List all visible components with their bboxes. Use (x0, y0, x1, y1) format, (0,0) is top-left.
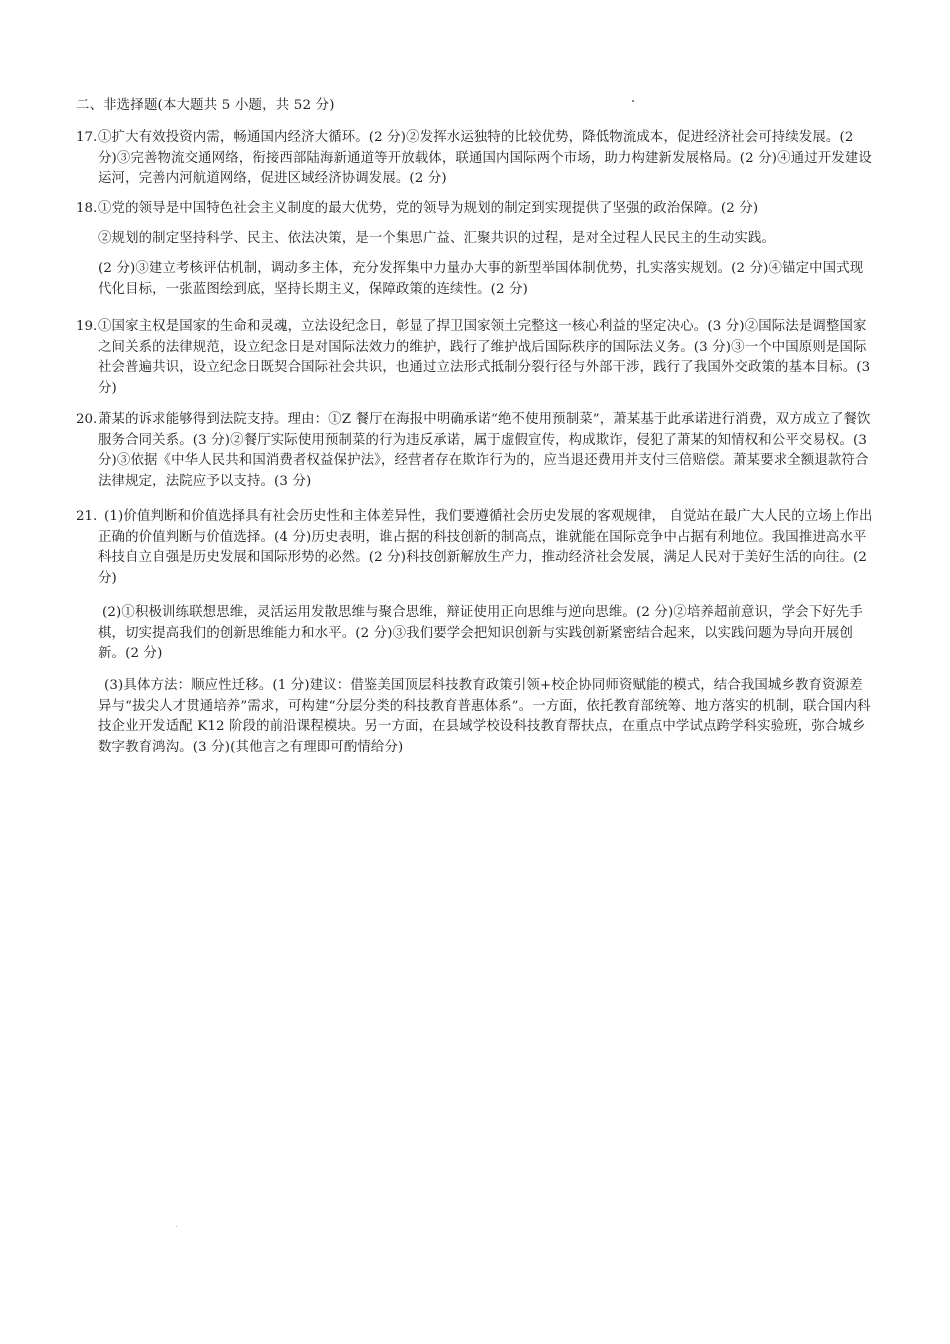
answer-21-number: 21. (76, 509, 98, 524)
answer-20 (76, 410, 876, 492)
answer-18-number: 18. (76, 201, 98, 216)
answer-21-part1: (1)价值判断和价值选择具有社会历史性和主体差异性，我们要遵循社会历史发展的客观规律， 自觉站在最广大人民的立场上作出正确的价值判断与价值选择。(4 分)历史表明，谁占据的科技创新的制高点，谁就能在国际竞争中占据有利地位。我国推进高水平科技自立自强是历史发展和国际形势的必然。(2 分)科技创新解放生产力，推动经济社会发展，满足人民对于美好生活的向往。(2 分) (98, 509, 873, 586)
answer-17-text: ①扩大有效投资内需，畅通国内经济大循环。(2 分)②发挥水运独特的比较优势，降低物流成本，促进经济社会可持续发展。(2 分)③完善物流交通网络，衔接西部陆海新通道等开放载体，联通国内国际两个市场，助力构建新发展格局。(2 分)④通过开发建设运河，完善内河航道网络，促进区域经济协调发展。(2 分) (98, 130, 872, 187)
answer-21-part2: (2)①积极训练联想思维，灵活运用发散思维与聚合思维，辩证使用正向思维与逆向思维。(2 分)②培养超前意识，学会下好先手棋，切实提高我们的创新思维能力和水平。(2 分)③我们要学会把知识创新与实践创新紧密结合起来，以实践问题为导向开展创新。(2 分) (98, 605, 863, 662)
answer-20-text: 萧某的诉求能够得到法院支持。理由：①Z 餐厅在海报中明确承诺“绝不使用预制菜”，萧某基于此承诺进行消费，双方成立了餐饮服务合同关系。(3 分)②餐厅实际使用预制菜的行为违反承诺，属于虚假宣传，构成欺诈，侵犯了萧某的知情权和公平交易权。(3 分)③依据《中华人民共和国消费者权益保护法》，经营者存在欺诈行为的，应当退还费用并支付三倍赔偿。萧某要求全额退款符合法律规定，法院应予以支持。(3 分) (98, 412, 871, 489)
answer-19 (76, 317, 876, 399)
scan-mark-bottom (176, 1226, 177, 1227)
answer-19-text: ①国家主权是国家的生命和灵魂，立法设纪念日，彰显了捍卫国家领土完整这一核心利益的坚定决心。(3 分)②国际法是调整国家之间关系的法律规范，设立纪念日是对国际法效力的维护，践行了维护战后国际秩序的国际法义务。(3 分)③一个中国原则是国际社会普遍共识，设立纪念日既契合国际社会共识，也通过立法形式抵制分裂行径与外部干涉，践行了我国外交政策的基本目标。(3 分) (98, 319, 871, 396)
answer-17 (76, 128, 876, 190)
answer-18-line1: ①党的领导是中国特色社会主义制度的最大优势，党的领导为规划的制定到实现提供了坚强的政治保障。(2 分) (98, 201, 759, 216)
section-title: 二、非选择题(本大题共 5 小题，共 52 分) (76, 98, 335, 113)
answer-18 (76, 199, 876, 220)
answer-18-line2: ②规划的制定坚持科学、民主、依法决策，是一个集思广益、汇聚共识的过程，是对全过程人民民主的生动实践。 (98, 231, 776, 246)
answer-21 (76, 507, 876, 589)
answer-21-part3: (3)具体方法：顺应性迁移。(1 分)建议：借鉴美国顶层科技教育政策引领+校企协同师资赋能的模式，结合我国城乡教育资源差异与“拔尖人才贯通培养”需求，可构建“分层分类的科技教育普惠体系”。一方面，依托教育部统筹、地方落实的机制，联合国内科技企业开发适配 K12 阶段的前沿课程模块。另一方面，在县域学校设科技教育帮扶点，在重点中学试点跨学科实验班，弥合城乡数字教育鸿沟。(3 分)(其他言之有理即可酌情给分) (98, 678, 871, 755)
answer-19-number: 19. (76, 319, 98, 334)
scan-mark (632, 100, 634, 102)
answer-17-number: 17. (76, 130, 98, 145)
answer-18-line3: (2 分)③建立考核评估机制，调动多主体，充分发挥集中力量办大事的新型举国体制优势，扎实落实规划。(2 分)④锚定中国式现代化目标，一张蓝图绘到底，坚持长期主义，保障政策的连续性。(2 分) (98, 261, 864, 297)
answer-20-number: 20. (76, 412, 98, 427)
